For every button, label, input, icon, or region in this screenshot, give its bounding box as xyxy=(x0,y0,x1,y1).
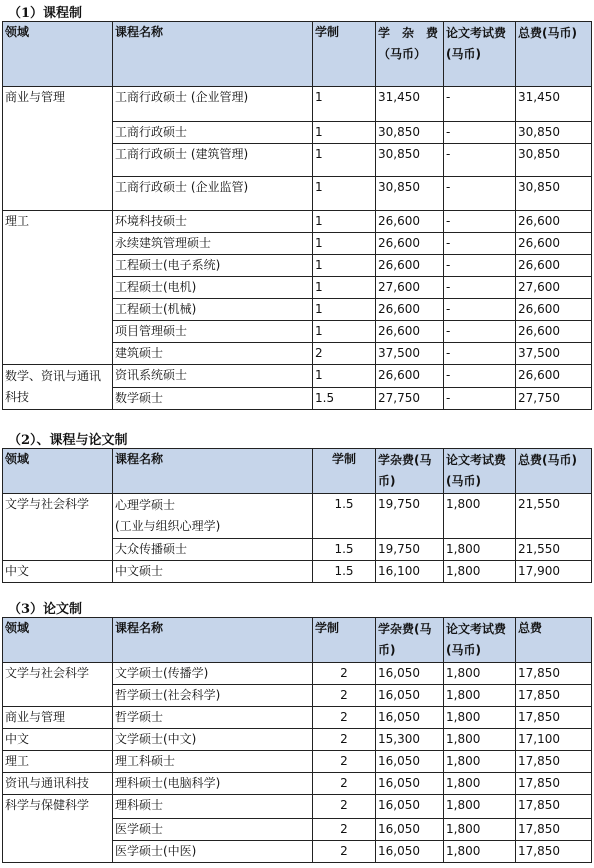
table-thesis xyxy=(2,617,592,863)
total-cell: 17,850 xyxy=(516,707,592,729)
duration-cell: 2 xyxy=(313,751,376,773)
header-field: 领域 xyxy=(3,449,113,494)
field-cell: 中文 xyxy=(3,729,113,751)
thesis-fee-cell: 1,800 xyxy=(444,707,516,729)
duration-cell: 1 xyxy=(313,277,376,299)
course-cell: 工程硕士(电子系统) xyxy=(113,255,313,277)
duration-cell: 2 xyxy=(313,819,376,841)
header-tuition: 学杂费(马币) xyxy=(376,618,444,663)
header-thesis-fee: 论文考试费(马币) xyxy=(444,22,516,87)
course-cell: 大众传播硕士 xyxy=(113,539,313,561)
table-row xyxy=(3,211,592,233)
header-total: 总费(马币) xyxy=(516,449,592,494)
duration-cell: 1 xyxy=(313,122,376,144)
tuition-cell: 16,050 xyxy=(376,707,444,729)
thesis-fee-cell: - xyxy=(444,277,516,299)
tuition-cell: 19,750 xyxy=(376,494,444,539)
field-cell: 理工 xyxy=(3,751,113,773)
thesis-fee-cell: 1,800 xyxy=(444,751,516,773)
header-field: 领域 xyxy=(3,618,113,663)
course-cell xyxy=(113,494,313,539)
duration-cell: 1.5 xyxy=(313,561,376,583)
header-thesis-fee: 论文考试费(马币) xyxy=(444,618,516,663)
duration-cell: 2 xyxy=(313,663,376,685)
total-cell: 17,850 xyxy=(516,841,592,863)
tuition-cell: 31,450 xyxy=(376,87,444,122)
course-cell: 哲学硕士 xyxy=(113,707,313,729)
course-cell: 文学硕士(中文) xyxy=(113,729,313,751)
tuition-cell: 16,050 xyxy=(376,663,444,685)
total-cell: 21,550 xyxy=(516,494,592,539)
duration-cell: 1.5 xyxy=(313,494,376,539)
total-cell: 26,600 xyxy=(516,211,592,233)
thesis-fee-cell: - xyxy=(444,321,516,343)
field-cell: 资讯与通讯科技 xyxy=(3,773,113,795)
table-row xyxy=(3,773,592,795)
table-row xyxy=(3,561,592,583)
course-cell: 文学硕士(传播学) xyxy=(113,663,313,685)
duration-cell: 1.5 xyxy=(313,387,376,410)
course-cell: 项目管理硕士 xyxy=(113,321,313,343)
course-name: 心理学硕士 xyxy=(115,498,176,512)
course-cell: 建筑硕士 xyxy=(113,343,313,365)
thesis-fee-cell: - xyxy=(444,255,516,277)
thesis-fee-cell: 1,800 xyxy=(444,795,516,819)
duration-cell: 1 xyxy=(313,211,376,233)
total-cell: 26,600 xyxy=(516,365,592,388)
table-header-row xyxy=(3,22,592,87)
thesis-fee-cell: 1,800 xyxy=(444,561,516,583)
tuition-cell: 16,050 xyxy=(376,841,444,863)
thesis-fee-cell: - xyxy=(444,177,516,211)
header-tuition: 学 杂 费（马币） xyxy=(376,22,444,87)
tuition-cell: 16,050 xyxy=(376,795,444,819)
course-cell: 永续建筑管理硕士 xyxy=(113,233,313,255)
duration-cell: 2 xyxy=(313,841,376,863)
total-cell: 37,500 xyxy=(516,343,592,365)
field-cell: 科学与保健科学 xyxy=(3,795,113,863)
course-cell: 工商行政硕士 (企业管理) xyxy=(113,87,313,122)
thesis-fee-cell: 1,800 xyxy=(444,841,516,863)
tuition-cell: 30,850 xyxy=(376,144,444,177)
total-cell: 17,100 xyxy=(516,729,592,751)
thesis-fee-cell: - xyxy=(444,87,516,122)
table-coursework-thesis xyxy=(2,448,592,583)
total-cell: 17,850 xyxy=(516,819,592,841)
thesis-fee-cell: - xyxy=(444,233,516,255)
table-row xyxy=(3,87,592,122)
total-cell: 30,850 xyxy=(516,144,592,177)
tuition-cell: 16,050 xyxy=(376,751,444,773)
course-cell: 理科硕士(电脑科学) xyxy=(113,773,313,795)
field-cell: 中文 xyxy=(3,561,113,583)
tuition-cell: 27,750 xyxy=(376,387,444,410)
course-cell: 环境科技硕士 xyxy=(113,211,313,233)
duration-cell: 1.5 xyxy=(313,539,376,561)
field-cell: 数学、资讯与通讯科技 xyxy=(3,365,113,410)
thesis-fee-cell: 1,800 xyxy=(444,819,516,841)
tuition-cell: 26,600 xyxy=(376,365,444,388)
total-cell: 17,900 xyxy=(516,561,592,583)
tuition-cell: 26,600 xyxy=(376,211,444,233)
course-cell: 医学硕士 xyxy=(113,819,313,841)
course-cell: 工商行政硕士 (企业监管) xyxy=(113,177,313,211)
thesis-fee-cell: - xyxy=(444,211,516,233)
course-cell: 工程硕士(机械) xyxy=(113,299,313,321)
thesis-fee-cell: - xyxy=(444,365,516,388)
table-row xyxy=(3,365,592,388)
section-2-title: （2）、课程与论文制 xyxy=(8,433,128,448)
field-cell: 商业与管理 xyxy=(3,87,113,211)
course-cell: 哲学硕士(社会科学) xyxy=(113,685,313,707)
course-cell: 工程硕士(电机) xyxy=(113,277,313,299)
tuition-cell: 26,600 xyxy=(376,299,444,321)
header-duration: 学制 xyxy=(313,449,376,494)
header-total: 总费 xyxy=(516,618,592,663)
tuition-cell: 15,300 xyxy=(376,729,444,751)
table-header-row xyxy=(3,449,592,494)
tuition-cell: 16,100 xyxy=(376,561,444,583)
table-row xyxy=(3,663,592,685)
tuition-cell: 16,050 xyxy=(376,819,444,841)
section-3-title: （3）论文制 xyxy=(8,602,83,617)
tuition-cell: 16,050 xyxy=(376,773,444,795)
course-cell: 工商行政硕士 xyxy=(113,122,313,144)
total-cell: 26,600 xyxy=(516,321,592,343)
course-cell: 医学硕士(中医) xyxy=(113,841,313,863)
total-cell: 17,850 xyxy=(516,751,592,773)
course-cell: 中文硕士 xyxy=(113,561,313,583)
thesis-fee-cell: - xyxy=(444,387,516,410)
tuition-cell: 30,850 xyxy=(376,122,444,144)
course-cell: 工商行政硕士 (建筑管理) xyxy=(113,144,313,177)
table-row xyxy=(3,729,592,751)
thesis-fee-cell: 1,800 xyxy=(444,539,516,561)
thesis-fee-cell: 1,800 xyxy=(444,663,516,685)
header-tuition: 学杂费(马币) xyxy=(376,449,444,494)
tuition-cell: 19,750 xyxy=(376,539,444,561)
total-cell: 21,550 xyxy=(516,539,592,561)
header-duration: 学制 xyxy=(313,618,376,663)
total-cell: 30,850 xyxy=(516,177,592,211)
total-cell: 17,850 xyxy=(516,663,592,685)
field-cell: 理工 xyxy=(3,211,113,365)
duration-cell: 2 xyxy=(313,795,376,819)
duration-cell: 1 xyxy=(313,255,376,277)
total-cell: 17,850 xyxy=(516,795,592,819)
duration-cell: 1 xyxy=(313,144,376,177)
thesis-fee-cell: - xyxy=(444,299,516,321)
course-specialization: (工业与组织心理学) xyxy=(115,519,221,533)
tuition-cell: 30,850 xyxy=(376,177,444,211)
duration-cell: 2 xyxy=(313,707,376,729)
total-cell: 27,750 xyxy=(516,387,592,410)
tuition-cell: 26,600 xyxy=(376,255,444,277)
duration-cell: 1 xyxy=(313,321,376,343)
duration-cell: 2 xyxy=(313,343,376,365)
total-cell: 26,600 xyxy=(516,299,592,321)
header-duration: 学制 xyxy=(313,22,376,87)
thesis-fee-cell: - xyxy=(444,343,516,365)
header-course: 课程名称 xyxy=(113,22,313,87)
header-total: 总费(马币) xyxy=(516,22,592,87)
thesis-fee-cell: 1,800 xyxy=(444,773,516,795)
header-thesis-fee: 论文考试费(马币) xyxy=(444,449,516,494)
course-cell: 理工科硕士 xyxy=(113,751,313,773)
duration-cell: 1 xyxy=(313,177,376,211)
thesis-fee-cell: 1,800 xyxy=(444,494,516,539)
duration-cell: 1 xyxy=(313,233,376,255)
total-cell: 26,600 xyxy=(516,255,592,277)
duration-cell: 1 xyxy=(313,299,376,321)
thesis-fee-cell: - xyxy=(444,144,516,177)
thesis-fee-cell: 1,800 xyxy=(444,685,516,707)
thesis-fee-cell: 1,800 xyxy=(444,729,516,751)
duration-cell: 1 xyxy=(313,365,376,388)
table-row xyxy=(3,707,592,729)
table-row xyxy=(3,751,592,773)
tuition-cell: 26,600 xyxy=(376,321,444,343)
table-row xyxy=(3,795,592,819)
thesis-fee-cell: - xyxy=(444,122,516,144)
header-field: 领域 xyxy=(3,22,113,87)
duration-cell: 2 xyxy=(313,773,376,795)
total-cell: 31,450 xyxy=(516,87,592,122)
table-row xyxy=(3,494,592,539)
total-cell: 26,600 xyxy=(516,233,592,255)
course-cell: 理科硕士 xyxy=(113,795,313,819)
duration-cell: 1 xyxy=(313,87,376,122)
total-cell: 17,850 xyxy=(516,685,592,707)
tuition-cell: 26,600 xyxy=(376,233,444,255)
field-cell: 文学与社会科学 xyxy=(3,663,113,707)
tuition-cell: 37,500 xyxy=(376,343,444,365)
table-coursework xyxy=(2,21,592,410)
header-course: 课程名称 xyxy=(113,449,313,494)
total-cell: 27,600 xyxy=(516,277,592,299)
total-cell: 17,850 xyxy=(516,773,592,795)
field-cell: 文学与社会科学 xyxy=(3,494,113,561)
field-cell: 商业与管理 xyxy=(3,707,113,729)
duration-cell: 2 xyxy=(313,729,376,751)
total-cell: 30,850 xyxy=(516,122,592,144)
header-course: 课程名称 xyxy=(113,618,313,663)
table-header-row xyxy=(3,618,592,663)
section-1-title: （1）课程制 xyxy=(8,6,83,21)
tuition-cell: 16,050 xyxy=(376,685,444,707)
course-cell: 资讯系统硕士 xyxy=(113,365,313,388)
duration-cell: 2 xyxy=(313,685,376,707)
tuition-cell: 27,600 xyxy=(376,277,444,299)
course-cell: 数学硕士 xyxy=(113,387,313,410)
